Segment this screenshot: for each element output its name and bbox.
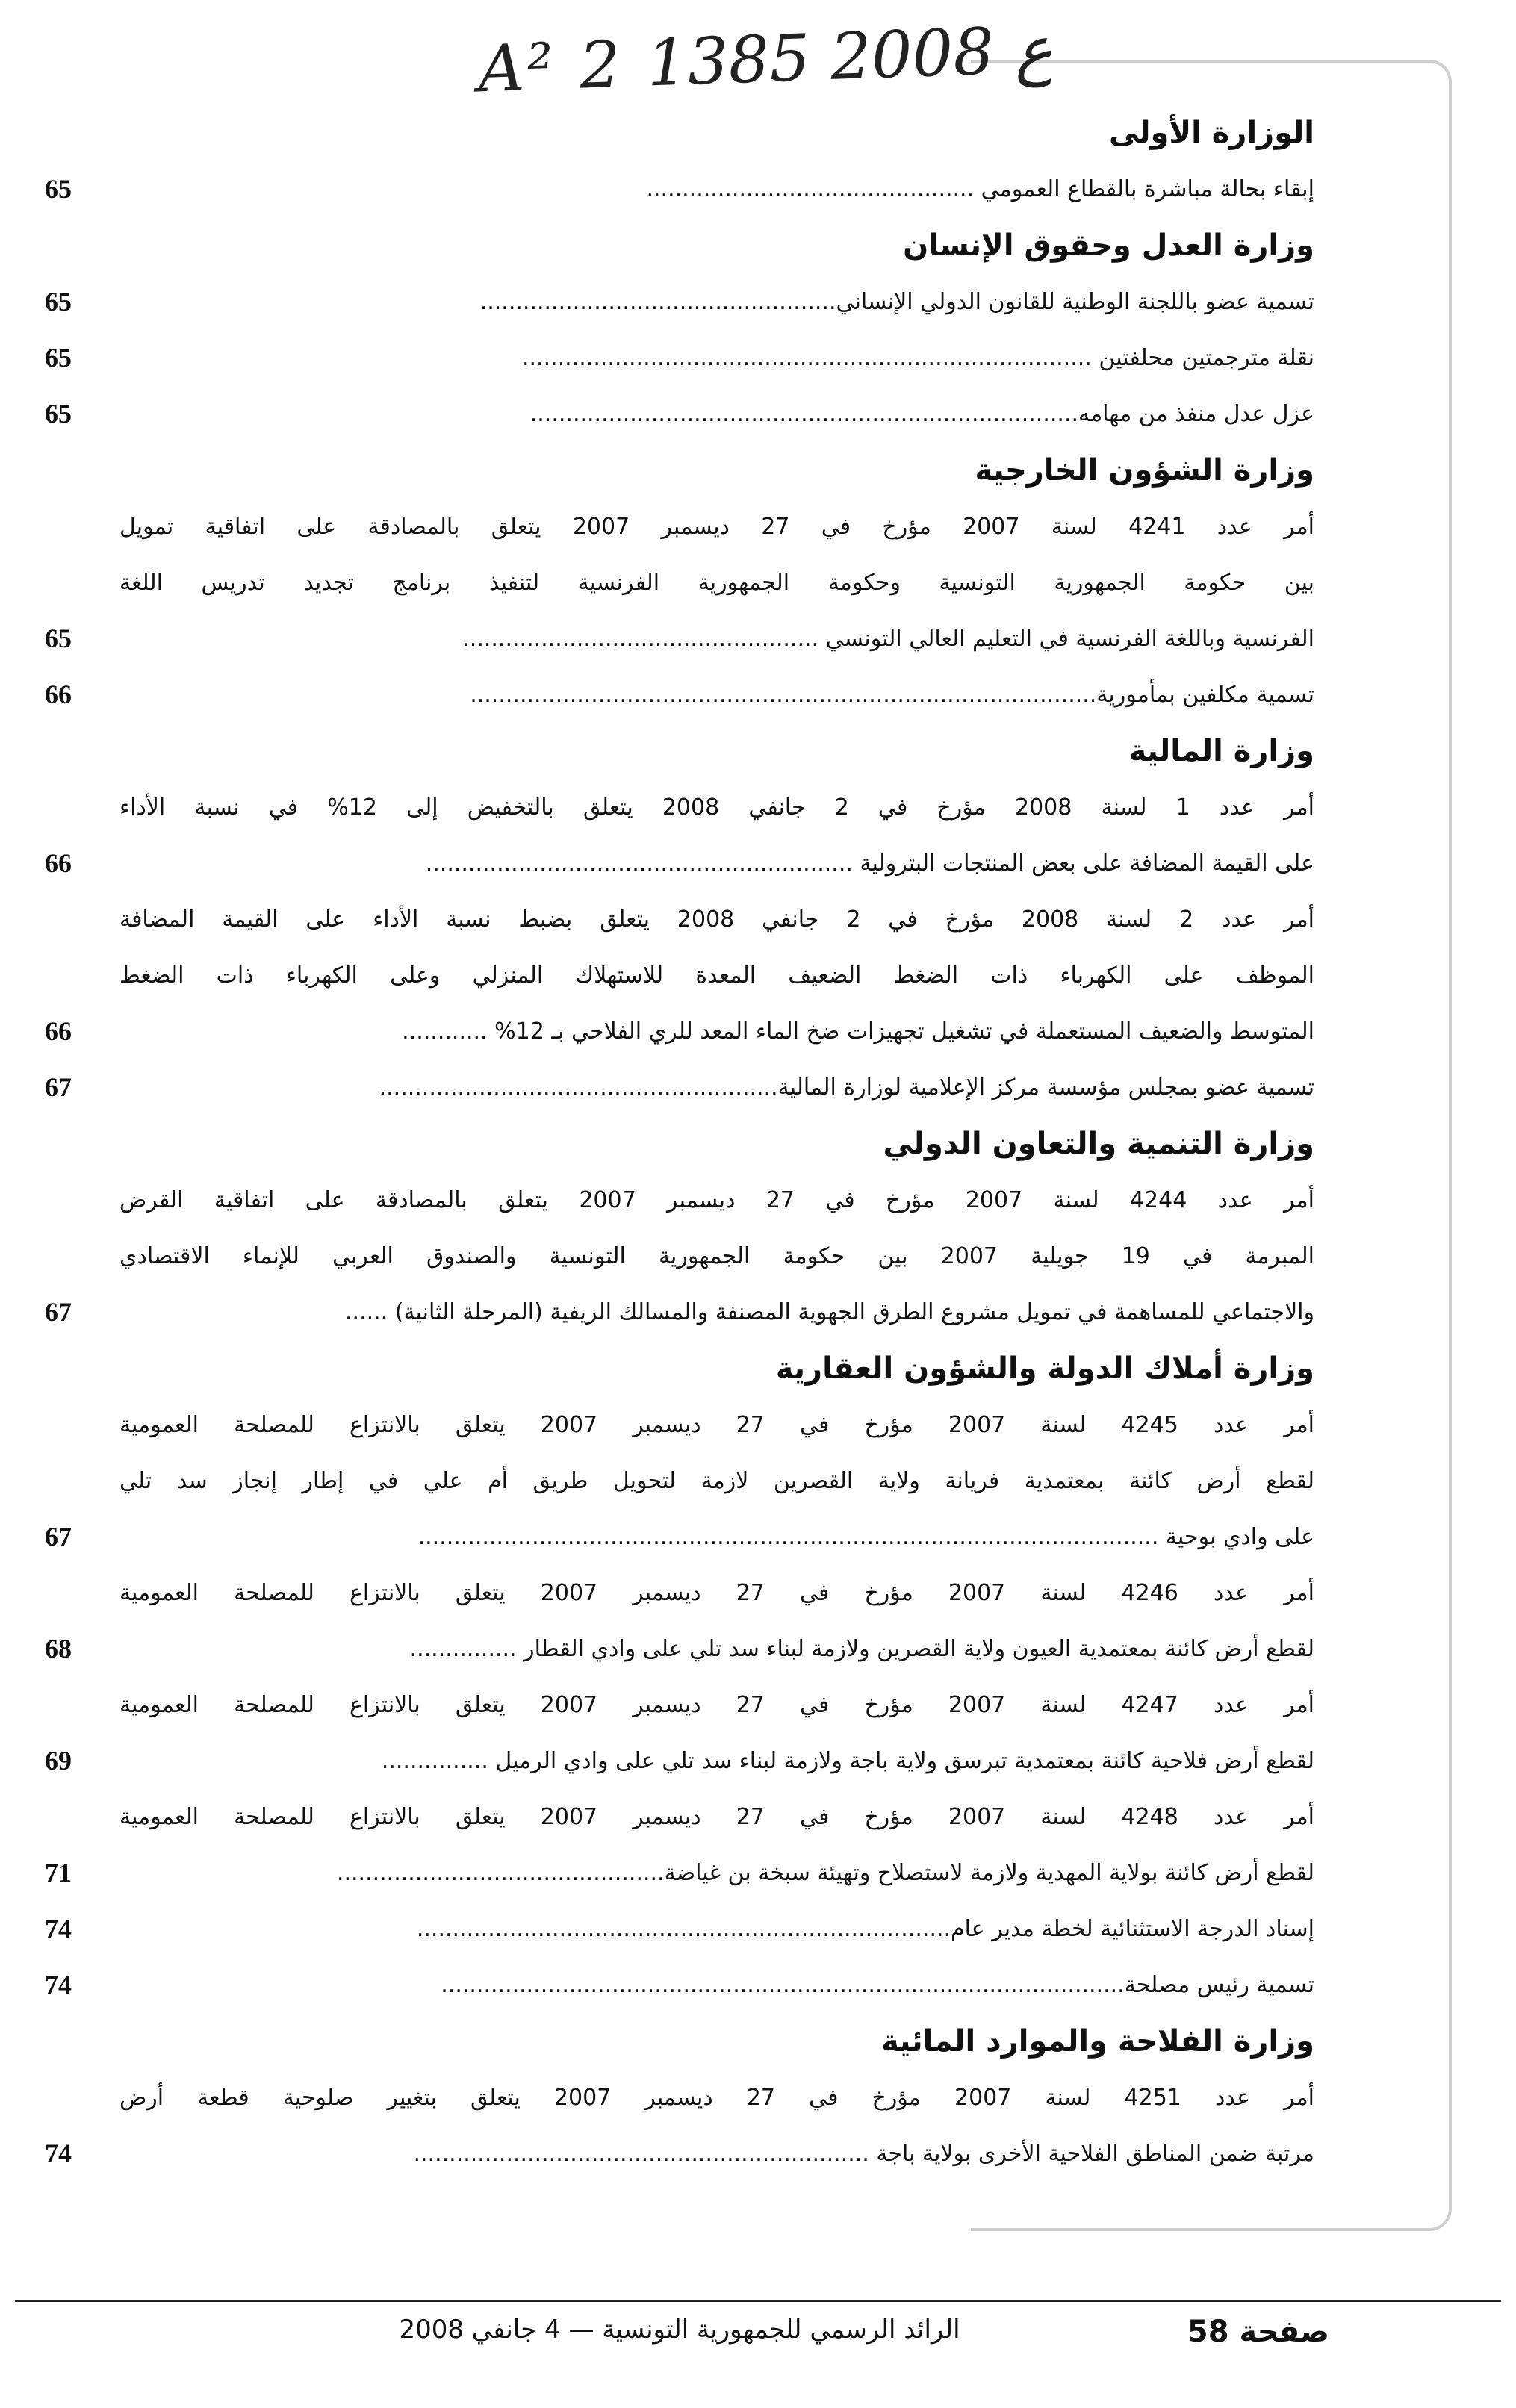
ministry-heading: وزارة الفلاحة والموارد المائية (881, 2024, 1314, 2059)
toc-entry-text: بين حكومة الجمهورية التونسية وحكومة الجمهورية الفرنسية لتنفيذ برنامج تجديد تدريس اللغة (119, 570, 1314, 596)
toc-entry-text: المبرمة في 19 جويلية 2007 بين حكومة الجمهورية التونسية والصندوق العربي للإنماء الاقتصادي (119, 1243, 1314, 1269)
toc-entry-line (45, 1172, 1314, 1228)
toc-entry-text: تسمية رئيس مصلحة................................................................................................ (441, 1972, 1314, 1998)
handwritten-annotation: A² 2 ع 2008 1385 (476, 12, 1054, 108)
toc-page-number: 65 (45, 343, 72, 373)
toc-page-number: 66 (45, 848, 72, 878)
toc-entry-line (45, 499, 1314, 555)
toc-entry-line (45, 611, 1314, 667)
footer-divider (15, 2300, 1501, 2302)
toc-page-number: 65 (45, 174, 72, 204)
toc-entry-line (45, 948, 1314, 1004)
toc-entry-line (45, 1845, 1314, 1901)
toc-entry-line (45, 555, 1314, 611)
toc-entry-text: عزل عدل منفذ من مهامه............................................................................. (529, 401, 1314, 427)
toc-entry-line (45, 892, 1314, 948)
toc-entry-line (45, 386, 1314, 442)
toc-entry-text: أمر عدد 2 لسنة 2008 مؤرخ في 2 جانفي 2008 يتعلق بضبط نسبة الأداء على القيمة المضافة (119, 906, 1314, 933)
toc-entry-text: أمر عدد 4247 لسنة 2007 مؤرخ في 27 ديسمبر 2007 يتعلق بالانتزاع للمصلحة العمومية (119, 1692, 1314, 1718)
toc-entry-text: لقطع أرض كائنة بمعتمدية فريانة ولاية القصرين لازمة لتحويل طريق أم علي في إطار إنجاز سد تلي (119, 1468, 1314, 1494)
toc-entry-text: لقطع أرض كائنة بولاية المهدية ولازمة لاستصلاح وتهيئة سبخة بن غياضة.............................................. (336, 1860, 1314, 1886)
toc-entry-text: تسمية مكلفين بمأمورية........................................................................................ (470, 682, 1314, 708)
toc-entry-text: أمر عدد 4246 لسنة 2007 مؤرخ في 27 ديسمبر 2007 يتعلق بالانتزاع للمصلحة العمومية (119, 1580, 1314, 1606)
page-number: صفحة 58 (1187, 2315, 1329, 2349)
toc-entry-line (45, 2126, 1314, 2182)
toc-entry-line (45, 1957, 1314, 2013)
toc-entry-line (45, 2070, 1314, 2126)
toc-entry-line (45, 274, 1314, 330)
ministry-heading: وزارة أملاك الدولة والشؤون العقارية (775, 1351, 1314, 1386)
toc-page-number: 69 (45, 1746, 72, 1776)
toc-entry-text: على القيمة المضافة على بعض المنتجات البترولية ............................................................ (425, 850, 1314, 877)
toc-entry-line (45, 836, 1314, 892)
toc-entry-line (45, 667, 1314, 723)
toc-page-number: 74 (45, 1970, 72, 2000)
toc-page-number: 67 (45, 1297, 72, 1327)
toc-entry-line (45, 1004, 1314, 1060)
toc-page-number: 66 (45, 1016, 72, 1046)
toc-entry-line (45, 1453, 1314, 1509)
toc-page-number: 68 (45, 1634, 72, 1664)
toc-entry-line (45, 1228, 1314, 1284)
toc-entry-text: الموظف على الكهرباء ذات الضغط الضعيف المعدة للاستهلاك المنزلي وعلى الكهرباء ذات الضغط (119, 962, 1314, 989)
toc-entry-text: المتوسط والضعيف المستعملة في تشغيل تجهيزات ضخ الماء المعد للري الفلاحي بـ 12% ............ (402, 1018, 1314, 1045)
ministry-heading: الوزارة الأولى (1109, 116, 1314, 150)
toc-entry-text: تسمية عضو بمجلس مؤسسة مركز الإعلامية لوزارة المالية........................................................ (379, 1074, 1314, 1101)
toc-entry-text: نقلة مترجمتين محلفتين ................................................................................ (521, 345, 1314, 371)
toc-entry-text: أمر عدد 4244 لسنة 2007 مؤرخ في 27 ديسمبر 2007 يتعلق بالمصادقة على اتفاقية القرض (119, 1187, 1314, 1213)
toc-page-number: 74 (45, 1914, 72, 1944)
toc-entry-text: مرتبة ضمن المناطق الفلاحية الأخرى بولاية باجة ................................................................ (413, 2141, 1314, 2167)
toc-entry-line (45, 161, 1314, 217)
toc-entry-line (45, 780, 1314, 836)
toc-entry-line (45, 1509, 1314, 1565)
toc-entry-text: لقطع أرض فلاحية كائنة بمعتمدية تبرسق ولاية باجة ولازمة لبناء سد تلي على وادي الرميل ............... (381, 1748, 1314, 1774)
toc-entry-text: على وادي بوحية ........................................................................................................ (417, 1524, 1314, 1550)
toc-entry-line (45, 1733, 1314, 1789)
ministry-heading: وزارة التنمية والتعاون الدولي (883, 1127, 1314, 1161)
table-of-contents (45, 105, 1314, 2182)
ministry-heading: وزارة المالية (1128, 734, 1314, 768)
toc-entry-text: إبقاء بحالة مباشرة بالقطاع العمومي .............................................. (646, 176, 1314, 202)
toc-entry-line (45, 1060, 1314, 1116)
journal-title: الرائد الرسمي للجمهورية التونسية — 4 جانفي 2008 (399, 2315, 960, 2345)
toc-entry-text: أمر عدد 4241 لسنة 2007 مؤرخ في 27 ديسمبر 2007 يتعلق بالمصادقة على اتفاقية تمويل (119, 514, 1314, 540)
toc-page-number: 67 (45, 1072, 72, 1102)
toc-page-number: 67 (45, 1522, 72, 1552)
toc-entry-text: إسناد الدرجة الاستثنائية لخطة مدير عام........................................................................... (416, 1916, 1314, 1942)
toc-entry-text: أمر عدد 4248 لسنة 2007 مؤرخ في 27 ديسمبر 2007 يتعلق بالانتزاع للمصلحة العمومية (119, 1804, 1314, 1830)
toc-entry-line (45, 1901, 1314, 1957)
toc-entry-line (45, 1621, 1314, 1677)
toc-entry-text: والاجتماعي للمساهمة في تمويل مشروع الطرق الجهوية المصنفة والمسالك الريفية (المرحلة الثانية) ...... (345, 1299, 1314, 1325)
toc-entry-text: الفرنسية وباللغة الفرنسية في التعليم العالي التونسي .................................................. (462, 626, 1314, 652)
page-footer (45, 2307, 1329, 2374)
toc-entry-text: تسمية عضو باللجنة الوطنية للقانون الدولي الإنساني.................................................. (479, 289, 1314, 315)
toc-entry-text: لقطع أرض كائنة بمعتمدية العيون ولاية القصرين ولازمة لبناء سد تلي على وادي القطار ............... (409, 1636, 1314, 1662)
toc-entry-line (45, 1677, 1314, 1733)
toc-entry-line (45, 1284, 1314, 1340)
toc-page-number: 66 (45, 679, 72, 709)
toc-entry-line (45, 1789, 1314, 1845)
toc-entry-line (45, 1397, 1314, 1453)
toc-page-number: 65 (45, 287, 72, 317)
toc-page-number: 65 (45, 623, 72, 653)
toc-page-number: 74 (45, 2138, 72, 2168)
toc-page-number: 65 (45, 399, 72, 429)
toc-entry-text: أمر عدد 4245 لسنة 2007 مؤرخ في 27 ديسمبر 2007 يتعلق بالانتزاع للمصلحة العمومية (119, 1412, 1314, 1438)
toc-page-number: 71 (45, 1858, 72, 1888)
ministry-heading: وزارة العدل وحقوق الإنسان (903, 228, 1314, 263)
toc-entry-line (45, 1565, 1314, 1621)
toc-entry-text: أمر عدد 4251 لسنة 2007 مؤرخ في 27 ديسمبر 2007 يتعلق بتغيير صلوحية قطعة أرض (119, 2085, 1314, 2111)
toc-entry-line (45, 330, 1314, 386)
ministry-heading: وزارة الشؤون الخارجية (975, 453, 1314, 488)
toc-entry-text: أمر عدد 1 لسنة 2008 مؤرخ في 2 جانفي 2008 يتعلق بالتخفيض إلى 12% في نسبة الأداء (119, 794, 1314, 821)
